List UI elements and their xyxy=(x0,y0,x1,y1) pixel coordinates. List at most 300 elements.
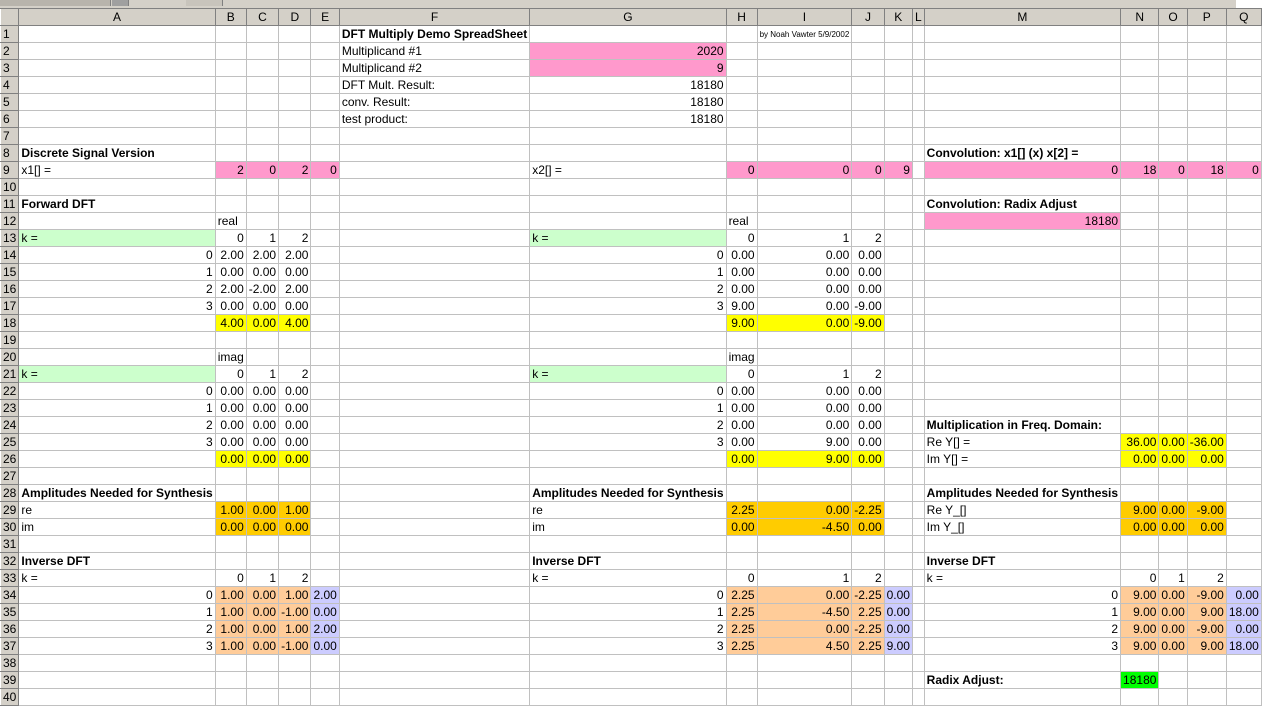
cell-b6[interactable] xyxy=(215,111,246,128)
cell-q33[interactable] xyxy=(1226,570,1261,587)
cell-m5[interactable] xyxy=(924,94,1120,111)
cell-l13[interactable] xyxy=(912,230,924,247)
cell-n4[interactable] xyxy=(1121,77,1159,94)
cell-o33[interactable]: 1 xyxy=(1159,570,1187,587)
cell-o37[interactable]: 0.00 xyxy=(1159,638,1187,655)
cell-g18[interactable] xyxy=(530,315,726,332)
cell-n16[interactable] xyxy=(1121,281,1159,298)
cell-k21[interactable] xyxy=(884,366,912,383)
cell-o9[interactable]: 0 xyxy=(1159,162,1187,179)
cell-j4[interactable] xyxy=(852,77,884,94)
cell-k36[interactable]: 0.00 xyxy=(884,621,912,638)
cell-j3[interactable] xyxy=(852,60,884,77)
cell-g39[interactable] xyxy=(530,672,726,689)
cell-f36[interactable] xyxy=(339,621,529,638)
cell-q29[interactable] xyxy=(1226,502,1261,519)
cell-q30[interactable] xyxy=(1226,519,1261,536)
cell-b23[interactable]: 0.00 xyxy=(215,400,246,417)
cell-e27[interactable] xyxy=(311,468,339,485)
cell-q37[interactable]: 18.00 xyxy=(1226,638,1261,655)
cell-p33[interactable]: 2 xyxy=(1187,570,1226,587)
cell-d24[interactable]: 0.00 xyxy=(279,417,311,434)
cell-d5[interactable] xyxy=(279,94,311,111)
row-header[interactable]: 18 xyxy=(1,315,19,332)
cell-d28[interactable] xyxy=(279,485,311,502)
cell-e35[interactable]: 0.00 xyxy=(311,604,339,621)
row-header[interactable]: 21 xyxy=(1,366,19,383)
cell-o14[interactable] xyxy=(1159,247,1187,264)
cell-q7[interactable] xyxy=(1226,128,1261,145)
cell-g10[interactable] xyxy=(530,179,726,196)
cell-a5[interactable] xyxy=(19,94,215,111)
cell-c16[interactable]: -2.00 xyxy=(246,281,278,298)
row-header[interactable]: 27 xyxy=(1,468,19,485)
cell-h8[interactable] xyxy=(726,145,757,162)
cell-c31[interactable] xyxy=(246,536,278,553)
cell-o31[interactable] xyxy=(1159,536,1187,553)
cell-f14[interactable] xyxy=(339,247,529,264)
cell-f21[interactable] xyxy=(339,366,529,383)
cell-e38[interactable] xyxy=(311,655,339,672)
row-header[interactable]: 22 xyxy=(1,383,19,400)
cell-a17[interactable]: 3 xyxy=(19,298,215,315)
cell-b21[interactable]: 0 xyxy=(215,366,246,383)
cell-k4[interactable] xyxy=(884,77,912,94)
cell-a19[interactable] xyxy=(19,332,215,349)
cell-n11[interactable] xyxy=(1121,196,1159,213)
cell-p7[interactable] xyxy=(1187,128,1226,145)
cell-c40[interactable] xyxy=(246,689,278,706)
cell-k13[interactable] xyxy=(884,230,912,247)
cell-k28[interactable] xyxy=(884,485,912,502)
cell-g37[interactable]: 3 xyxy=(530,638,726,655)
cell-c11[interactable] xyxy=(246,196,278,213)
cell-k7[interactable] xyxy=(884,128,912,145)
cell-b40[interactable] xyxy=(215,689,246,706)
cell-a14[interactable]: 0 xyxy=(19,247,215,264)
cell-l18[interactable] xyxy=(912,315,924,332)
cell-g30[interactable]: im xyxy=(530,519,726,536)
cell-p29[interactable]: -9.00 xyxy=(1187,502,1226,519)
cell-n37[interactable]: 9.00 xyxy=(1121,638,1159,655)
cell-l9[interactable] xyxy=(912,162,924,179)
cell-c9[interactable]: 0 xyxy=(246,162,278,179)
row-header[interactable]: 28 xyxy=(1,485,19,502)
cell-e19[interactable] xyxy=(311,332,339,349)
cell-i26[interactable]: 9.00 xyxy=(757,451,852,468)
cell-j15[interactable]: 0.00 xyxy=(852,264,884,281)
cell-m33[interactable]: k = xyxy=(924,570,1120,587)
cell-g20[interactable] xyxy=(530,349,726,366)
cell-d11[interactable] xyxy=(279,196,311,213)
row-header[interactable]: 35 xyxy=(1,604,19,621)
cell-o16[interactable] xyxy=(1159,281,1187,298)
cell-p13[interactable] xyxy=(1187,230,1226,247)
cell-f7[interactable] xyxy=(339,128,529,145)
cell-l5[interactable] xyxy=(912,94,924,111)
cell-l14[interactable] xyxy=(912,247,924,264)
column-header-b[interactable]: B xyxy=(215,9,246,26)
cell-c12[interactable] xyxy=(246,213,278,230)
cell-a32[interactable]: Inverse DFT xyxy=(19,553,215,570)
cell-f37[interactable] xyxy=(339,638,529,655)
cell-e11[interactable] xyxy=(311,196,339,213)
cell-p21[interactable] xyxy=(1187,366,1226,383)
cell-g29[interactable]: re xyxy=(530,502,726,519)
row-header[interactable]: 4 xyxy=(1,77,19,94)
cell-i25[interactable]: 9.00 xyxy=(757,434,852,451)
cell-i6[interactable] xyxy=(757,111,852,128)
cell-m20[interactable] xyxy=(924,349,1120,366)
row-header[interactable]: 1 xyxy=(1,26,19,43)
cell-m10[interactable] xyxy=(924,179,1120,196)
cell-d40[interactable] xyxy=(279,689,311,706)
cell-f29[interactable] xyxy=(339,502,529,519)
cell-i20[interactable] xyxy=(757,349,852,366)
cell-k6[interactable] xyxy=(884,111,912,128)
cell-q26[interactable] xyxy=(1226,451,1261,468)
cell-k15[interactable] xyxy=(884,264,912,281)
cell-k20[interactable] xyxy=(884,349,912,366)
cell-h27[interactable] xyxy=(726,468,757,485)
cell-a4[interactable] xyxy=(19,77,215,94)
row-header[interactable]: 19 xyxy=(1,332,19,349)
row-header[interactable]: 25 xyxy=(1,434,19,451)
cell-g19[interactable] xyxy=(530,332,726,349)
cell-i38[interactable] xyxy=(757,655,852,672)
cell-p18[interactable] xyxy=(1187,315,1226,332)
cell-m19[interactable] xyxy=(924,332,1120,349)
row-header[interactable]: 10 xyxy=(1,179,19,196)
cell-c30[interactable]: 0.00 xyxy=(246,519,278,536)
column-header-j[interactable]: J xyxy=(852,9,884,26)
cell-q13[interactable] xyxy=(1226,230,1261,247)
cell-b19[interactable] xyxy=(215,332,246,349)
cell-p38[interactable] xyxy=(1187,655,1226,672)
cell-p24[interactable] xyxy=(1187,417,1226,434)
cell-f28[interactable] xyxy=(339,485,529,502)
column-header-o[interactable]: O xyxy=(1159,9,1187,26)
cell-j8[interactable] xyxy=(852,145,884,162)
cell-m40[interactable] xyxy=(924,689,1120,706)
cell-l25[interactable] xyxy=(912,434,924,451)
toolbar-button[interactable] xyxy=(112,0,129,6)
cell-i24[interactable]: 0.00 xyxy=(757,417,852,434)
cell-a34[interactable]: 0 xyxy=(19,587,215,604)
cell-b31[interactable] xyxy=(215,536,246,553)
cell-b30[interactable]: 0.00 xyxy=(215,519,246,536)
cell-m8[interactable]: Convolution: x1[] (x) x[2] = xyxy=(924,145,1120,162)
cell-e7[interactable] xyxy=(311,128,339,145)
cell-a33[interactable]: k = xyxy=(19,570,215,587)
cell-d19[interactable] xyxy=(279,332,311,349)
cell-b28[interactable] xyxy=(215,485,246,502)
cell-d23[interactable]: 0.00 xyxy=(279,400,311,417)
cell-j38[interactable] xyxy=(852,655,884,672)
cell-n2[interactable] xyxy=(1121,43,1159,60)
cell-f6[interactable]: test product: xyxy=(339,111,529,128)
cell-p16[interactable] xyxy=(1187,281,1226,298)
cell-d10[interactable] xyxy=(279,179,311,196)
cell-k35[interactable]: 0.00 xyxy=(884,604,912,621)
cell-q12[interactable] xyxy=(1226,213,1261,230)
cell-a10[interactable] xyxy=(19,179,215,196)
cell-h34[interactable]: 2.25 xyxy=(726,587,757,604)
cell-h3[interactable] xyxy=(726,60,757,77)
cell-d26[interactable]: 0.00 xyxy=(279,451,311,468)
cell-o7[interactable] xyxy=(1159,128,1187,145)
cell-o28[interactable] xyxy=(1159,485,1187,502)
cell-h22[interactable]: 0.00 xyxy=(726,383,757,400)
cell-d37[interactable]: -1.00 xyxy=(279,638,311,655)
cell-e9[interactable]: 0 xyxy=(311,162,339,179)
cell-d7[interactable] xyxy=(279,128,311,145)
cell-o11[interactable] xyxy=(1159,196,1187,213)
row-header[interactable]: 6 xyxy=(1,111,19,128)
cell-d1[interactable] xyxy=(279,26,311,43)
cell-c6[interactable] xyxy=(246,111,278,128)
cell-m25[interactable]: Re Y[] = xyxy=(924,434,1120,451)
cell-k18[interactable] xyxy=(884,315,912,332)
cell-q22[interactable] xyxy=(1226,383,1261,400)
cell-n35[interactable]: 9.00 xyxy=(1121,604,1159,621)
cell-d4[interactable] xyxy=(279,77,311,94)
cell-o38[interactable] xyxy=(1159,655,1187,672)
cell-d15[interactable]: 0.00 xyxy=(279,264,311,281)
cell-h10[interactable] xyxy=(726,179,757,196)
toolbar-field[interactable] xyxy=(186,0,223,6)
cell-h12[interactable]: real xyxy=(726,213,757,230)
cell-m12[interactable]: 18180 xyxy=(924,213,1120,230)
cell-o13[interactable] xyxy=(1159,230,1187,247)
cell-j28[interactable] xyxy=(852,485,884,502)
cell-e20[interactable] xyxy=(311,349,339,366)
cell-g4[interactable]: 18180 xyxy=(530,77,726,94)
cell-k12[interactable] xyxy=(884,213,912,230)
cell-c23[interactable]: 0.00 xyxy=(246,400,278,417)
cell-j35[interactable]: 2.25 xyxy=(852,604,884,621)
cell-p32[interactable] xyxy=(1187,553,1226,570)
cell-l35[interactable] xyxy=(912,604,924,621)
cell-k14[interactable] xyxy=(884,247,912,264)
cell-n5[interactable] xyxy=(1121,94,1159,111)
cell-a28[interactable]: Amplitudes Needed for Synthesis xyxy=(19,485,215,502)
cell-c8[interactable] xyxy=(246,145,278,162)
cell-p12[interactable] xyxy=(1187,213,1226,230)
cell-n10[interactable] xyxy=(1121,179,1159,196)
cell-l4[interactable] xyxy=(912,77,924,94)
cell-m17[interactable] xyxy=(924,298,1120,315)
cell-d13[interactable]: 2 xyxy=(279,230,311,247)
cell-a35[interactable]: 1 xyxy=(19,604,215,621)
cell-a24[interactable]: 2 xyxy=(19,417,215,434)
cell-l1[interactable] xyxy=(912,26,924,43)
cell-l37[interactable] xyxy=(912,638,924,655)
cell-e24[interactable] xyxy=(311,417,339,434)
cell-l8[interactable] xyxy=(912,145,924,162)
cell-d8[interactable] xyxy=(279,145,311,162)
cell-l38[interactable] xyxy=(912,655,924,672)
cell-j31[interactable] xyxy=(852,536,884,553)
cell-d38[interactable] xyxy=(279,655,311,672)
cell-b14[interactable]: 2.00 xyxy=(215,247,246,264)
cell-f34[interactable] xyxy=(339,587,529,604)
cell-p28[interactable] xyxy=(1187,485,1226,502)
cell-i33[interactable]: 1 xyxy=(757,570,852,587)
cell-b7[interactable] xyxy=(215,128,246,145)
cell-f1[interactable]: DFT Multiply Demo SpreadSheet xyxy=(339,26,529,43)
cell-e39[interactable] xyxy=(311,672,339,689)
cell-f15[interactable] xyxy=(339,264,529,281)
cell-k25[interactable] xyxy=(884,434,912,451)
cell-f4[interactable]: DFT Mult. Result: xyxy=(339,77,529,94)
cell-d25[interactable]: 0.00 xyxy=(279,434,311,451)
cell-h37[interactable]: 2.25 xyxy=(726,638,757,655)
cell-g24[interactable]: 2 xyxy=(530,417,726,434)
cell-e23[interactable] xyxy=(311,400,339,417)
cell-a36[interactable]: 2 xyxy=(19,621,215,638)
cell-f23[interactable] xyxy=(339,400,529,417)
cell-i19[interactable] xyxy=(757,332,852,349)
cell-c7[interactable] xyxy=(246,128,278,145)
cell-o20[interactable] xyxy=(1159,349,1187,366)
cell-f24[interactable] xyxy=(339,417,529,434)
cell-o34[interactable]: 0.00 xyxy=(1159,587,1187,604)
cell-o23[interactable] xyxy=(1159,400,1187,417)
cell-k5[interactable] xyxy=(884,94,912,111)
cell-l21[interactable] xyxy=(912,366,924,383)
cell-q39[interactable] xyxy=(1226,672,1261,689)
cell-p4[interactable] xyxy=(1187,77,1226,94)
cell-p35[interactable]: 9.00 xyxy=(1187,604,1226,621)
cell-g14[interactable]: 0 xyxy=(530,247,726,264)
cell-l32[interactable] xyxy=(912,553,924,570)
cell-q27[interactable] xyxy=(1226,468,1261,485)
cell-j2[interactable] xyxy=(852,43,884,60)
cell-l26[interactable] xyxy=(912,451,924,468)
cell-h23[interactable]: 0.00 xyxy=(726,400,757,417)
cell-j5[interactable] xyxy=(852,94,884,111)
cell-j13[interactable]: 2 xyxy=(852,230,884,247)
cell-p8[interactable] xyxy=(1187,145,1226,162)
cell-g27[interactable] xyxy=(530,468,726,485)
cell-i16[interactable]: 0.00 xyxy=(757,281,852,298)
column-header-c[interactable]: C xyxy=(246,9,278,26)
cell-a37[interactable]: 3 xyxy=(19,638,215,655)
cell-p37[interactable]: 9.00 xyxy=(1187,638,1226,655)
cell-f31[interactable] xyxy=(339,536,529,553)
cell-e34[interactable]: 2.00 xyxy=(311,587,339,604)
cell-a26[interactable] xyxy=(19,451,215,468)
cell-a6[interactable] xyxy=(19,111,215,128)
cell-b2[interactable] xyxy=(215,43,246,60)
cell-k22[interactable] xyxy=(884,383,912,400)
cell-q32[interactable] xyxy=(1226,553,1261,570)
row-header[interactable]: 31 xyxy=(1,536,19,553)
cell-g2[interactable]: 2020 xyxy=(530,43,726,60)
cell-q36[interactable]: 0.00 xyxy=(1226,621,1261,638)
row-header[interactable]: 23 xyxy=(1,400,19,417)
row-header[interactable]: 12 xyxy=(1,213,19,230)
cell-f19[interactable] xyxy=(339,332,529,349)
cell-k8[interactable] xyxy=(884,145,912,162)
cell-f26[interactable] xyxy=(339,451,529,468)
cell-a31[interactable] xyxy=(19,536,215,553)
cell-k39[interactable] xyxy=(884,672,912,689)
cell-b15[interactable]: 0.00 xyxy=(215,264,246,281)
cell-h26[interactable]: 0.00 xyxy=(726,451,757,468)
cell-b5[interactable] xyxy=(215,94,246,111)
cell-k23[interactable] xyxy=(884,400,912,417)
cell-m14[interactable] xyxy=(924,247,1120,264)
cell-m7[interactable] xyxy=(924,128,1120,145)
cell-m39[interactable]: Radix Adjust: xyxy=(924,672,1120,689)
cell-h15[interactable]: 0.00 xyxy=(726,264,757,281)
cell-f11[interactable] xyxy=(339,196,529,213)
cell-f10[interactable] xyxy=(339,179,529,196)
row-header[interactable]: 20 xyxy=(1,349,19,366)
cell-e6[interactable] xyxy=(311,111,339,128)
cell-m36[interactable]: 2 xyxy=(924,621,1120,638)
cell-c22[interactable]: 0.00 xyxy=(246,383,278,400)
cell-k38[interactable] xyxy=(884,655,912,672)
cell-n21[interactable] xyxy=(1121,366,1159,383)
cell-j21[interactable]: 2 xyxy=(852,366,884,383)
cell-j6[interactable] xyxy=(852,111,884,128)
column-header-l[interactable]: L xyxy=(912,9,924,26)
cell-p11[interactable] xyxy=(1187,196,1226,213)
cell-j16[interactable]: 0.00 xyxy=(852,281,884,298)
cell-i31[interactable] xyxy=(757,536,852,553)
cell-c21[interactable]: 1 xyxy=(246,366,278,383)
cell-h36[interactable]: 2.25 xyxy=(726,621,757,638)
row-header[interactable]: 32 xyxy=(1,553,19,570)
cell-b39[interactable] xyxy=(215,672,246,689)
row-header[interactable]: 13 xyxy=(1,230,19,247)
cell-d27[interactable] xyxy=(279,468,311,485)
cell-i15[interactable]: 0.00 xyxy=(757,264,852,281)
cell-d32[interactable] xyxy=(279,553,311,570)
cell-c19[interactable] xyxy=(246,332,278,349)
row-header[interactable]: 16 xyxy=(1,281,19,298)
cell-n33[interactable]: 0 xyxy=(1121,570,1159,587)
cell-h9[interactable]: 0 xyxy=(726,162,757,179)
cell-k37[interactable]: 9.00 xyxy=(884,638,912,655)
cell-i17[interactable]: 0.00 xyxy=(757,298,852,315)
cell-o29[interactable]: 0.00 xyxy=(1159,502,1187,519)
cell-o30[interactable]: 0.00 xyxy=(1159,519,1187,536)
cell-k2[interactable] xyxy=(884,43,912,60)
cell-a38[interactable] xyxy=(19,655,215,672)
cell-m2[interactable] xyxy=(924,43,1120,60)
cell-o36[interactable]: 0.00 xyxy=(1159,621,1187,638)
cell-f38[interactable] xyxy=(339,655,529,672)
row-header[interactable]: 34 xyxy=(1,587,19,604)
cell-d39[interactable] xyxy=(279,672,311,689)
cell-b11[interactable] xyxy=(215,196,246,213)
cell-j37[interactable]: 2.25 xyxy=(852,638,884,655)
cell-q9[interactable]: 0 xyxy=(1226,162,1261,179)
cell-l15[interactable] xyxy=(912,264,924,281)
cell-k3[interactable] xyxy=(884,60,912,77)
cell-e5[interactable] xyxy=(311,94,339,111)
cell-i21[interactable]: 1 xyxy=(757,366,852,383)
cell-n13[interactable] xyxy=(1121,230,1159,247)
cell-d33[interactable]: 2 xyxy=(279,570,311,587)
cell-g25[interactable]: 3 xyxy=(530,434,726,451)
column-header-h[interactable]: H xyxy=(726,9,757,26)
cell-c26[interactable]: 0.00 xyxy=(246,451,278,468)
